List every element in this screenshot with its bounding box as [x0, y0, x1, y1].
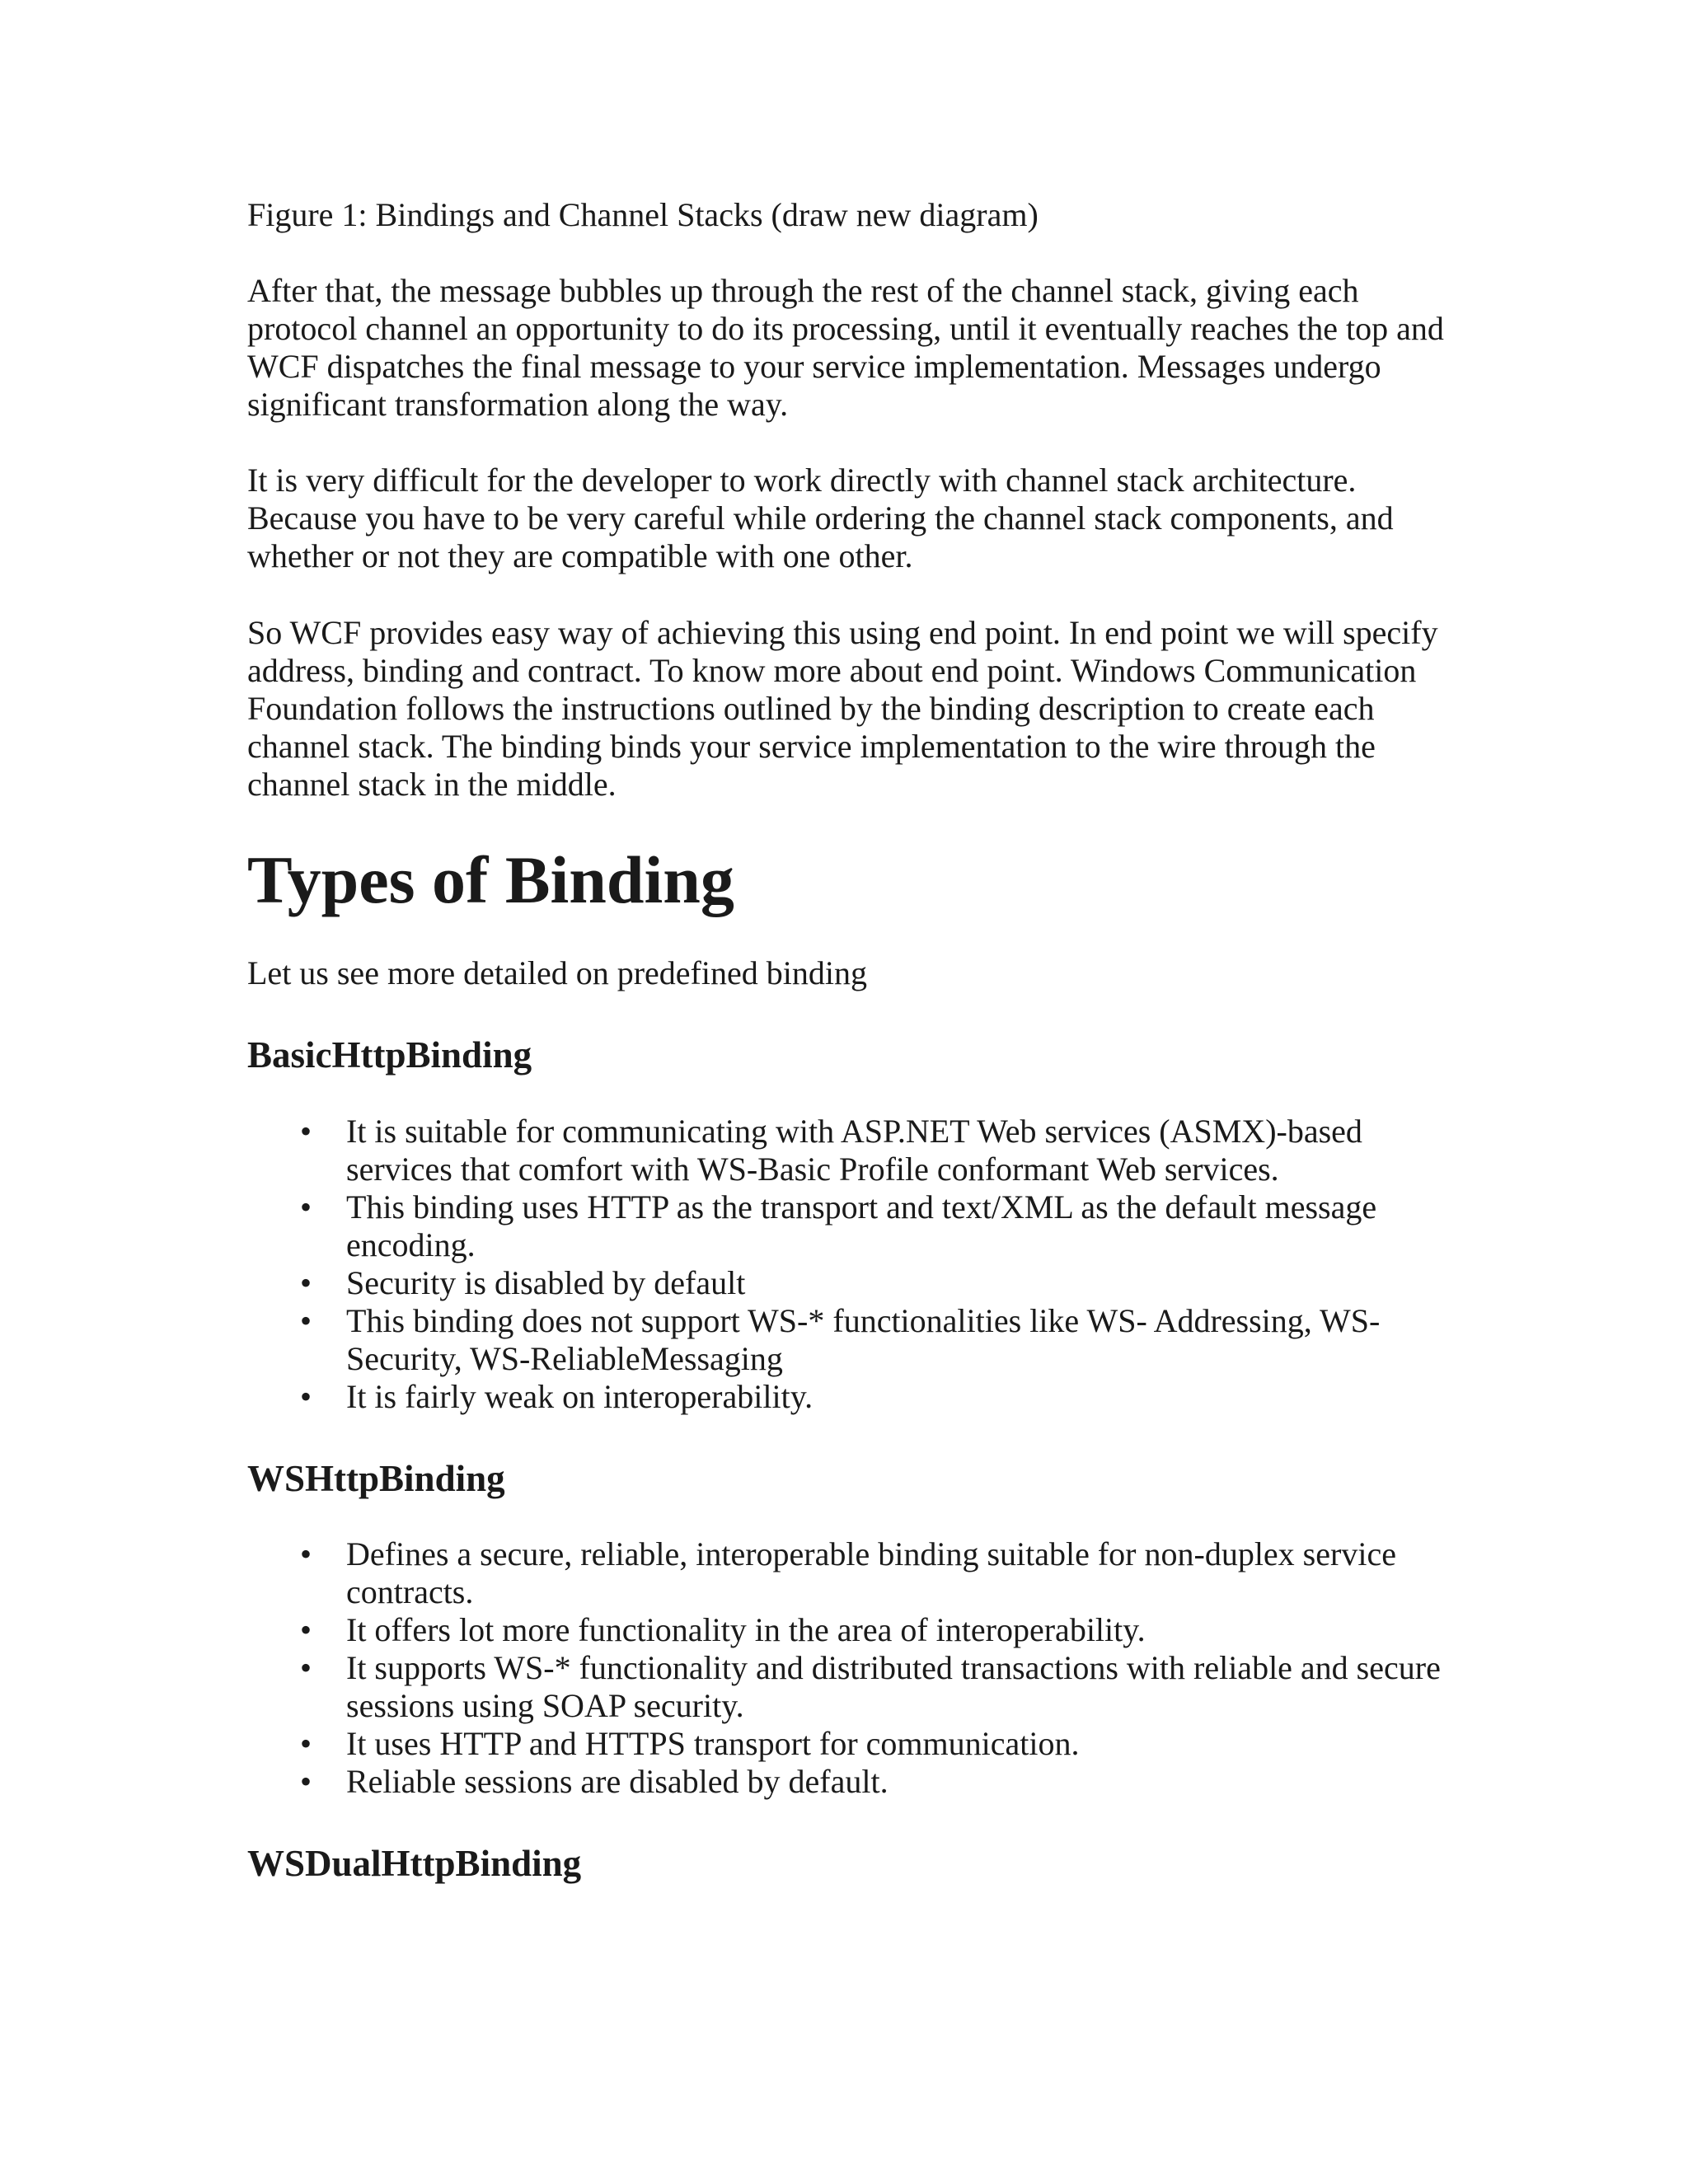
list-item-text: This binding uses HTTP as the transport and text/XML as the default message encoding.: [346, 1188, 1377, 1263]
list-item-text: Reliable sessions are disabled by default.: [346, 1763, 889, 1800]
bullet-icon: •: [300, 1188, 312, 1226]
section-heading: Types of Binding: [247, 842, 734, 917]
list-item-text: It offers lot more functionality in the area of interoperability.: [346, 1611, 1146, 1648]
bullet-icon: •: [300, 1725, 312, 1762]
list-item-text: It supports WS-* functionality and distributed transactions with reliable and secure sessions using SOAP security.: [346, 1649, 1441, 1724]
bullet-icon: •: [300, 1378, 312, 1415]
bullet-icon: •: [300, 1535, 312, 1572]
list-item-text: This binding does not support WS-* functionalities like WS- Addressing, WS-Security, WS-ReliableMessaging: [346, 1302, 1381, 1377]
bullet-icon: •: [300, 1113, 312, 1150]
list-item-text: It is fairly weak on interoperability.: [346, 1378, 814, 1415]
list-item: [247, 1725, 1451, 1763]
bullet-list-wshttpbinding: [247, 1535, 1451, 1801]
list-item: [247, 1378, 1451, 1416]
list-item-text: Defines a secure, reliable, interoperable binding suitable for non-duplex service contracts.: [346, 1535, 1396, 1610]
paragraph: So WCF provides easy way of achieving this using end point. In end point we will specify address, binding and contract. To know more about end point. Windows Communication Foundation follows the instructions outlined by the binding description to create each channel stack. The binding binds your service implementation to the wire through the channel stack in the middle.: [247, 614, 1438, 803]
list-item: [247, 1649, 1451, 1725]
subsection-heading-wsdualhttpbinding: WSDualHttpBinding: [247, 1843, 582, 1884]
bullet-list-basichttpbinding: [247, 1113, 1451, 1416]
bullet-icon: •: [300, 1611, 312, 1648]
intro-text: Let us see more detailed on predefined binding: [247, 954, 867, 991]
list-item: [247, 1188, 1451, 1264]
subsection-heading-wshttpbinding: WSHttpBinding: [247, 1458, 505, 1499]
subsection-heading-basichttpbinding: BasicHttpBinding: [247, 1034, 532, 1076]
figure-caption: Figure 1: Bindings and Channel Stacks (draw new diagram): [247, 196, 1039, 233]
list-item-text: Security is disabled by default: [346, 1264, 746, 1301]
list-item-text: It is suitable for communicating with ASP.NET Web services (ASMX)-based services that comfort with WS-Basic Profile conformant Web services.: [346, 1113, 1362, 1188]
bullet-icon: •: [300, 1649, 312, 1686]
list-item: [247, 1763, 1451, 1801]
bullet-icon: •: [300, 1302, 312, 1339]
bullet-icon: •: [300, 1264, 312, 1301]
list-item-text: It uses HTTP and HTTPS transport for communication.: [346, 1725, 1080, 1762]
paragraph: It is very difficult for the developer to work directly with channel stack architecture. Because you have to be very careful while ordering the channel stack components, and whether or not they are compatible with one other.: [247, 462, 1394, 574]
list-item: [247, 1611, 1451, 1649]
bullet-icon: •: [300, 1763, 312, 1800]
paragraph: After that, the message bubbles up through the rest of the channel stack, giving each protocol channel an opportunity to do its processing, until it eventually reaches the top and WCF dispatches the final message to your service implementation. Messages undergo significant transformation along the way.: [247, 272, 1444, 423]
list-item: [247, 1264, 1451, 1302]
list-item: [247, 1535, 1451, 1611]
list-item: [247, 1113, 1451, 1188]
list-item: [247, 1302, 1451, 1378]
